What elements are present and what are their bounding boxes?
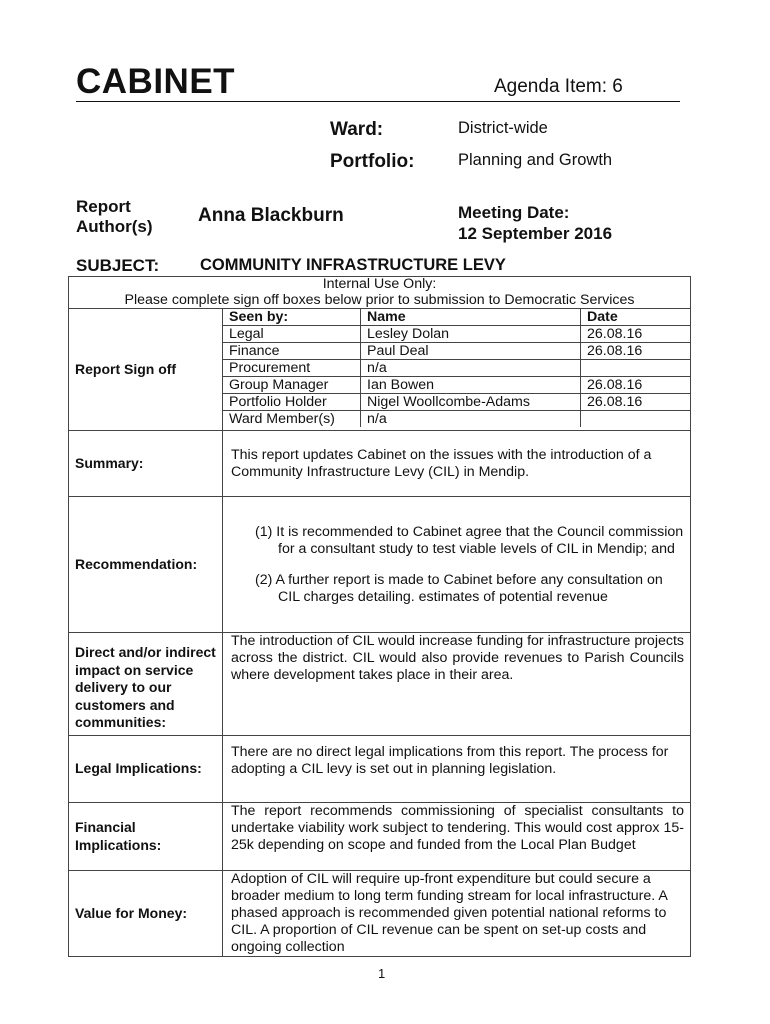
financial-text: The report recommends commissioning of specialist consultants to undertake viability work subject to tendering. This would cost approx 15-25k depending on scope and funded from the Local Plan Budget — [223, 803, 691, 871]
author-label-line2: Author(s) — [76, 217, 153, 236]
internal-use-line2: Please complete sign off boxes below prior to submission to Democratic Services — [124, 291, 635, 308]
recommendation-label: Recommendation: — [69, 497, 223, 633]
report-table — [68, 276, 691, 957]
name-cell: Lesley Dolan — [361, 326, 581, 343]
table-row — [223, 394, 690, 411]
internal-use-line1: Internal Use Only: — [322, 276, 437, 292]
recommendation-item-1: (1) It is recommended to Cabinet agree that the Council commission for a consultant study to test viable levels of CIL in Mendip; and — [255, 523, 684, 557]
meeting-date-label: Meeting Date: — [458, 203, 570, 222]
subject-label: SUBJECT: — [76, 256, 160, 275]
seen-by-header: Seen by: — [223, 309, 361, 326]
table-row — [223, 360, 690, 377]
table-row — [223, 326, 690, 343]
date-cell: 26.08.16 — [581, 394, 691, 411]
table-row — [223, 377, 690, 394]
date-cell — [581, 360, 691, 377]
recommendation-item-2: (2) A further report is made to Cabinet before any consultation on CIL charges detailing. estimates of potential revenue — [255, 571, 663, 605]
author-label-line1: Report — [76, 197, 131, 216]
table-row — [223, 343, 690, 360]
portfolio-value: Planning and Growth — [458, 151, 613, 169]
legal-label: Legal Implications: — [69, 736, 223, 803]
date-cell — [581, 411, 691, 428]
name-header: Name — [361, 309, 581, 326]
seen-by-cell: Legal — [223, 326, 361, 343]
name-cell: Paul Deal — [361, 343, 581, 360]
direct-impact-label: Direct and/or indirect impact on service delivery to our customers and communities: — [69, 633, 223, 736]
direct-impact-text: The introduction of CIL would increase funding for infrastructure projects across the district. CIL would also provide revenues to Parish Councils where development takes place in their area. — [223, 633, 691, 736]
meeting-date — [458, 202, 612, 244]
value-for-money-label: Value for Money: — [69, 871, 223, 957]
value-for-money-text: Adoption of CIL will require up-front expenditure but could secure a broader medium to long term funding stream for local infrastructure. A phased approach is recommended given potential national reforms to CIL. A proportion of CIL revenue can be spent on set-up costs and ongoing collection — [223, 871, 691, 957]
summary-text: This report updates Cabinet on the issues with the introduction of a Community Infrastructure Levy (CIL) in Mendip. — [223, 431, 691, 497]
name-cell: n/a — [361, 411, 581, 428]
ward-label: Ward: — [330, 119, 384, 140]
portfolio-label: Portfolio: — [330, 151, 415, 172]
name-cell: Ian Bowen — [361, 377, 581, 394]
legal-text: There are no direct legal implications from this report. The process for adopting a CIL levy is set out in planning legislation. — [223, 736, 691, 803]
table-row — [223, 411, 690, 428]
date-cell: 26.08.16 — [581, 343, 691, 360]
meeting-date-value: 12 September 2016 — [458, 224, 613, 243]
page-number: 1 — [378, 966, 386, 981]
agenda-item: Agenda Item: 6 — [494, 76, 623, 97]
date-cell: 26.08.16 — [581, 326, 691, 343]
subject-value: COMMUNITY INFRASTRUCTURE LEVY — [200, 256, 506, 274]
internal-use-cell — [69, 277, 691, 309]
ward-value: District-wide — [458, 119, 548, 137]
seen-by-cell: Procurement — [223, 360, 361, 377]
author-value: Anna Blackburn — [198, 205, 344, 226]
seen-by-cell: Portfolio Holder — [223, 394, 361, 411]
summary-label: Summary: — [69, 431, 223, 497]
signoff-header-row — [223, 309, 690, 326]
seen-by-cell: Finance — [223, 343, 361, 360]
name-cell: n/a — [361, 360, 581, 377]
document-title: CABINET — [76, 62, 236, 101]
signoff-label: Report Sign off — [69, 309, 223, 431]
date-header: Date — [581, 309, 691, 326]
date-cell: 26.08.16 — [581, 377, 691, 394]
name-cell: Nigel Woollcombe-Adams — [361, 394, 581, 411]
financial-label: Financial Implications: — [69, 803, 223, 871]
seen-by-cell: Group Manager — [223, 377, 361, 394]
recommendation-cell — [223, 497, 691, 633]
title-rule — [76, 101, 680, 102]
seen-by-cell: Ward Member(s) — [223, 411, 361, 428]
signoff-cell — [223, 309, 691, 431]
author-label — [76, 197, 152, 237]
signoff-table — [223, 309, 690, 427]
